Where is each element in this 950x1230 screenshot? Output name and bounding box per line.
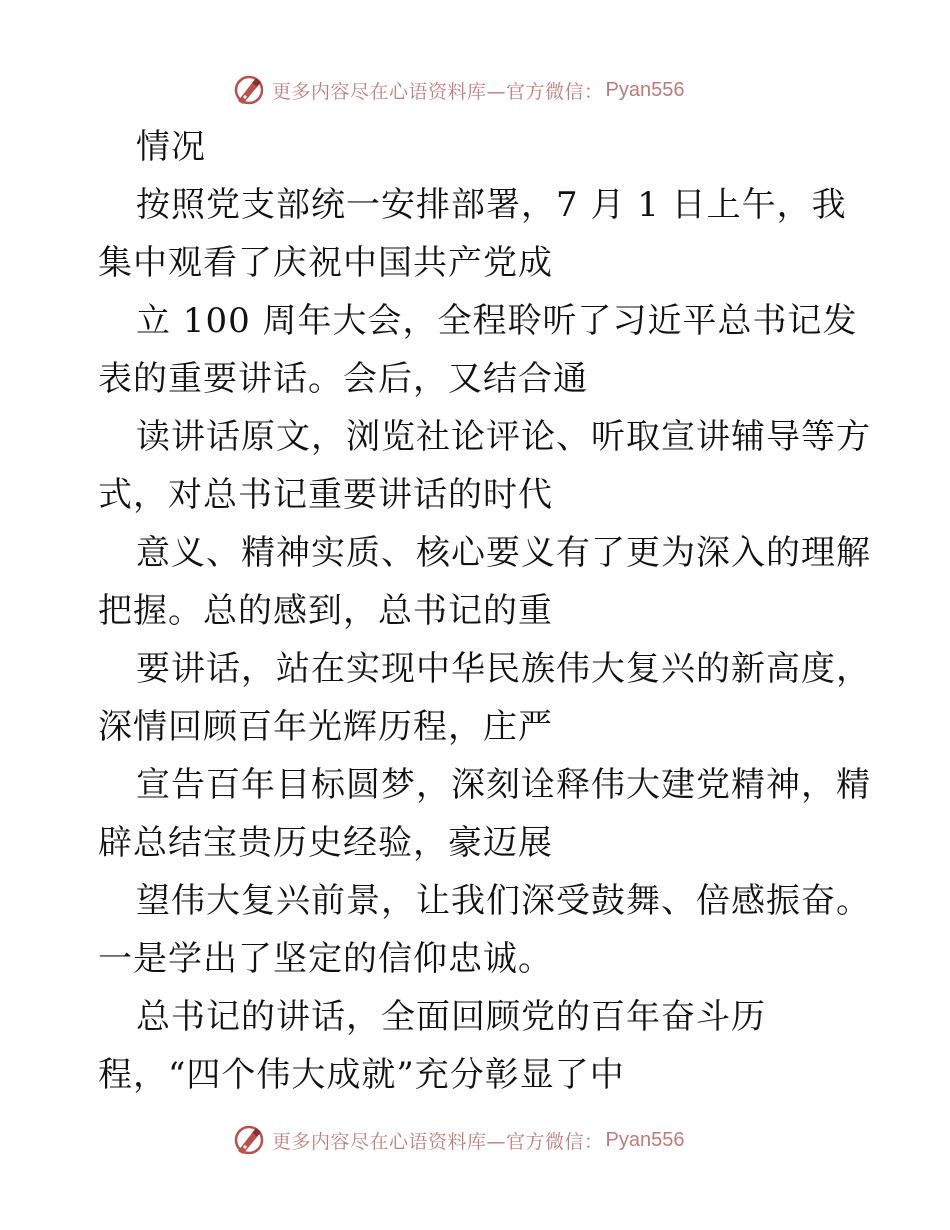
document-body (98, 118, 878, 1104)
text-line: 宣告百年目标圆梦，深刻诠释伟大建党精神，精 (136, 765, 871, 805)
watermark-text: 更多内容尽在心语资料库—官方微信： (272, 1130, 604, 1153)
footer-watermark (232, 1122, 684, 1158)
text-line: 读讲话原文，浏览社论评论、听取宣讲辅导等方 (136, 417, 871, 457)
text-line: 意义、精神实质、核心要义有了更为深入的理解 (136, 533, 871, 573)
text-line: 立 100 周年大会，全程聆听了习近平总书记发 (136, 301, 858, 341)
watermark-account: Pyan556 (605, 78, 685, 101)
header-watermark (232, 72, 684, 108)
text-line: 一是学出了坚定的信仰忠诚。 (98, 939, 553, 979)
text-line: 式，对总书记重要讲话的时代 (98, 475, 553, 515)
text-line: 情况 (136, 127, 206, 167)
watermark-account: Pyan556 (605, 1128, 685, 1151)
pen-nib-logo-icon (232, 1123, 266, 1157)
text-line: 总书记的讲话，全面回顾党的百年奋斗历 (136, 997, 766, 1037)
text-line: 把握。总的感到，总书记的重 (98, 591, 553, 631)
pen-nib-logo-icon (232, 73, 266, 107)
text-line: 集中观看了庆祝中国共产党成 (98, 243, 553, 283)
text-line: 按照党支部统一安排部署，7 月 1 日上午，我 (136, 185, 847, 225)
text-line: 程，“四个伟大成就”充分彰显了中 (98, 1055, 625, 1095)
watermark-text: 更多内容尽在心语资料库—官方微信： (272, 80, 604, 103)
text-line: 辟总结宝贵历史经验，豪迈展 (98, 823, 553, 863)
text-line: 望伟大复兴前景，让我们深受鼓舞、倍感振奋。 (136, 881, 871, 921)
text-line: 表的重要讲话。会后，又结合通 (98, 359, 588, 399)
text-line: 深情回顾百年光辉历程，庄严 (98, 707, 553, 747)
text-line: 要讲话，站在实现中华民族伟大复兴的新高度， (136, 649, 871, 689)
